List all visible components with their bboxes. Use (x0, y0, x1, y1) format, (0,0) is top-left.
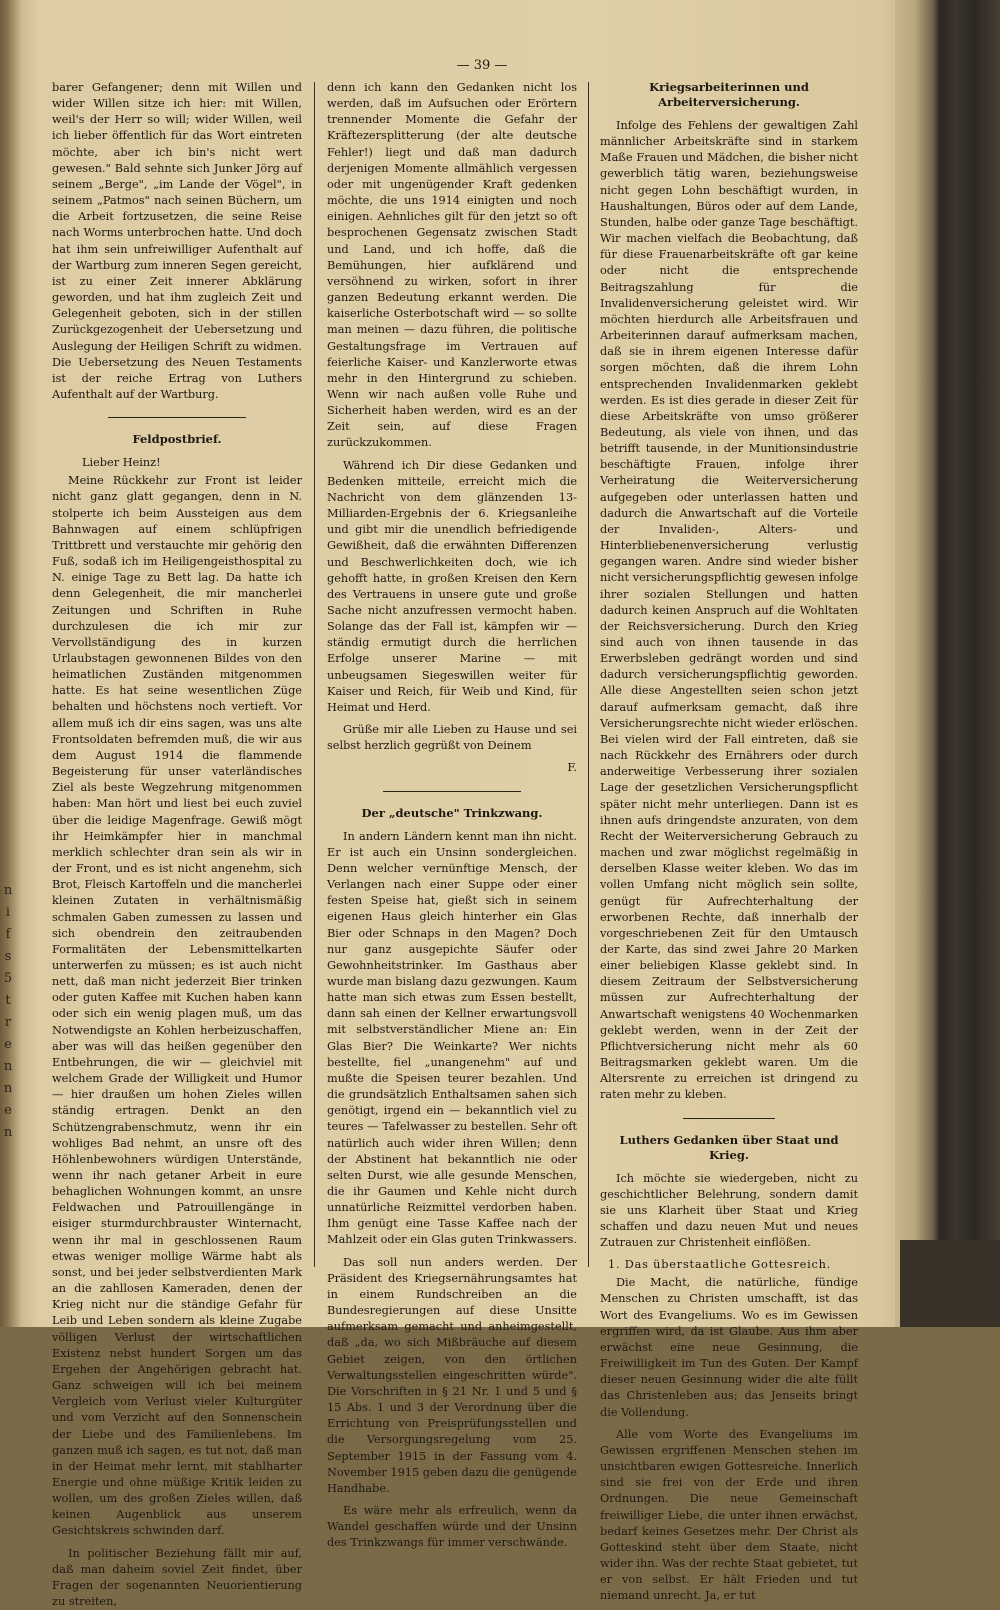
article-text: denn ich kann den Gedanken nicht los werden, daß im Aufsuchen oder Erörtern trennender Momente die Gefahr der Kräftezersplitterung (der alte deutsche Fehler!) liegt und daß man dadurch derjenigen Momente allmählich vergessen oder mit ungenügender Kraft gedenken möchte, die uns 1914 einigten und noch einigen. Aehnliches gilt für den jetzt so oft besprochenen Gegensatz zwischen Stadt und Land, und ich hoffe, daß die Bemühungen, hier aufklärend und versöhnend zu wirken, sofort in ihrer ganzen Bedeutung erkannt werden. Die kaiserliche Osterbotschaft wird — so sollte man meinen — dazu führen, die politische Gestaltungsfrage im Vertrauen auf feierliche Kaiser- und Kanzlerworte etwas mehr in den Hintergrund zu schieben. Wenn wir nach außen volle Ruhe und Sicherheit haben werden, wird es an der Zeit sein, auf diese Fragen zurückzukommen. (327, 81, 577, 450)
gutter-letter: n (3, 1059, 13, 1074)
article-heading-feldpostbrief: Feldpostbrief. (132, 432, 222, 447)
article-heading-trinkzwang: Der „deutsche" Trinkzwang. (361, 805, 543, 820)
article-subheading: 1. Das überstaatliche Gottesreich. (608, 1258, 832, 1272)
gutter-letter: s (4, 949, 12, 964)
article-text: Grüße mir alle Lieben zu Hause und sei selbst herzlich gegrüßt von Deinem (327, 723, 577, 753)
article-text: Während ich Dir diese Gedanken und Bedenken mitteile, erreicht mich die Nachricht von dem glänzenden 13-Milliarden-Ergebnis der 6. Kriegsanleihe und gibt mir die unendlich befriedigende Gewißheit, daß die erwähnten Differenzen und Beschwerlichkeiten doch, wie ich gehofft hatte, in großen Kreisen den Kern des Vertrauens in unsere gute und große Sache nicht anzufressen vermocht haben. Solange das der Fall ist, kämpfen wir — ständig ermutigt durch die herrlichen Erfolge unserer Marine — mit unbeugsamen Siegeswillen weiter für Kaiser und Reich, für Weib und Kind, für Heimat und Herd. (327, 458, 577, 714)
gutter-letter: n (3, 1125, 13, 1140)
article-text: barer Gefangener; denn mit Willen und wider Willen sitze ich hier: mit Willen, weil's der Herr so will; wider Willen, weil ich lieber öffentlich für das Wort eintreten möchte, aber ich bin's nicht wert gewesen." Bald sehnte sich Junker Jörg auf seinem „Berge", „im Lande der Vögel", in seinem „Patmos" nach seinen Büchern, um die Arbeit fortzusetzen, die seine Reise nach Worms unterbrochen hatte. Und doch hat ihm sein unfreiwilliger Aufenthalt auf der Wartburg zum inneren Segen gereicht, ist zu einer Zeit innerer Abklärung geworden, und hat ihm zugleich Zeit und Gelegenheit geboten, sich in der stillen Zurückgezogenheit der Uebersetzung und Auslegung der Heiligen Schrift zu widmen. Die Uebersetzung des Neuen Testaments ist der reiche Ertrag von Luthers Aufenthalt auf der Wartburg. (52, 81, 302, 401)
newspaper-page (42, 50, 895, 1609)
column-rule (314, 82, 315, 1267)
column-2 (327, 80, 577, 1550)
section-divider (683, 1118, 776, 1119)
book-cover-edge (900, 1240, 1000, 1327)
section-divider (108, 417, 246, 418)
gutter-letter: r (4, 1015, 12, 1030)
letter-signature: F. (567, 761, 577, 775)
gutter-letter: e (4, 1103, 12, 1118)
column-1 (52, 80, 302, 1609)
section-divider (383, 791, 521, 792)
gutter-letter: e (4, 1037, 12, 1052)
gutter-letters (0, 880, 16, 1144)
article-text: Die Macht, die natürliche, fündige Menschen zu Christen umschafft, ist das Wort des Evangeliums. Wo es im Gewissen ergriffen wird, da ist Glaube. Aus ihm aber erwächst eine neue Gesinnung, die Freiwilligkeit im Tun des Guten. Der Kampf dieser neuen Gesinnung wider die alte füllt das Christenleben aus; das Jenseits bringt die Vollendung. (600, 1276, 858, 1419)
article-text: Meine Rückkehr zur Front ist leider nicht ganz glatt gegangen, denn in N. stolperte ich beim Aussteigen aus dem Bahnwagen auf einem schlüpfrigen Trittbrett und verstauchte mir gehörig den Fuß, sodaß ich im Heiligengeisthospital zu N. einige Tage zu Bett lag. Da hatte ich denn Gelegenheit, die mir mancherlei Zeitungen und Schriften in Ruhe durchzulesen die ich mir zur Vervollständigung des in kurzen Urlaubstagen gewonnenen Bildes von den heimatlichen Zuständen mitgenommen hatte. Es hat seine wesentlichen Züge behalten und höchstens noch vertieft. Vor allem muß ich dir eins sagen, was uns alte Frontsoldaten befremden muß, die wir aus dem August 1914 die flammende Begeisterung für unser vaterländisches Ziel als beste Wegzehrung mitgenommen haben: Man hört und liest bei euch zuviel über die leidige Magenfrage. Gewiß mögt ihr Heimkämpfer hier in manchmal merklich schlechter dran sein als wir in der Front, und es ist nicht angenehm, sich Brot, Fleisch Kartoffeln und die mancherlei kleinen Zutaten in verhältnismäßig schmalen Gaben zumessen zu lassen und sich obendrein den zeitraubenden Formalitäten der Lebensmittelkarten unterwerfen zu müssen; es ist auch nicht nett, daß man nicht jederzeit Bier trinken oder guten Kaffee mit Kuchen haben kann oder sich ein wenig plagen muß, um das Notwendigste an Kohlen herbeizuschaffen, aber was will das heißen gegenüber den Entbehrungen, die wir — gleichviel mit welchem Grade der Willigkeit und Humor — hier draußen um hohen Zieles willen ständig ertragen. Denkt an den Schützengrabenschmutz, wenn ihr ein wohliges Bad nehmt, an unsre oft des Höhlenbewohners würdigen Unterstände, wenn ihr nach getaner Arbeit in eure behaglichen Wohnungen kommt, an unsre Feldwachen und Patrouillengänge in eisiger sturmdurchbrauster Winternacht, wenn ihr mal in geschlossenen Raum etwas weniger mollige Wärme habt als sonst, und bei jeder selbstverdienten Mark an die zahllosen Kameraden, denen der Krieg nicht nur die ständige Gefahr für Leib und Leben sondern als kleine Zugabe völligen Verlust der wirtschaftlichen Existenz nebst hundert Sorgen um das Ergehen der Angehörigen gebracht hat. Ganz schweigen will ich bei meinem Vergleich vom Verlust vieler Kulturgüter und vom Verzicht auf den Sonnenschein der Liebe und des Familienlebens. Im ganzen muß ich sagen, es tut not, daß man in der Heimat mehr lernt, mit stahlharter Energie und ohne müßige Kritik leiden zu wollen, um des großen Zieles willen, daß keinen Augenblick aus unserem Gesichtskreis schwinden darf. (52, 474, 302, 1538)
gutter-letter: i (5, 905, 11, 920)
article-text: Das soll nun anders werden. Der Präsident des Kriegsernährungsamtes hat in einem Rundschreiben an die Bundesregierungen auf diese Unsitte aufmerksam gemacht und anheimgestellt, daß „da, wo sich Mißbräuche auf diesem Gebiet zeigen, von den örtlichen Verwaltungsstellen eingeschritten würde". Die Vorschriften in § 21 Nr. 1 und 5 und § 15 Abs. 1 und 3 der Verordnung über die Errichtung von Preisprüfungsstellen und die Versorgungsregelung vom 25. September 1915 in der Fassung vom 4. November 1915 geben dazu die genügende Handhabe. (327, 1255, 577, 1495)
article-text: Ich möchte sie wiedergeben, nicht zu geschichtlicher Belehrung, sondern damit sie uns Klarheit über Staat und Krieg schaffen und dazu neuen Mut und neues Zutrauen zur Christenheit einflößen. (600, 1171, 858, 1250)
column-3 (600, 80, 858, 1603)
article-text: In andern Ländern kennt man ihn nicht. Er ist auch ein Unsinn sondergleichen. Denn welcher vernünftige Mensch, der Verlangen nach einer Suppe oder einer festen Speise hat, gießt sich in seinem eigenen Haus gleich hinterher ein Glas Bier oder Schnaps in den Magen? Doch nur ganz ausgepichte Säufer oder Gewohnheitstrinker. Im Gasthaus aber wurde man bislang dazu gezwungen. Kaum hatte man sich etwas zum Essen bestellt, dann sah einen der Kellner erwartungsvoll mit selbstverständlicher Miene an: Ein Glas Bier? Die Weinkarte? Wer nichts bestellte, fiel „unangenehm" auf und mußte die Speisen teurer bezahlen. Und die grundsätzlich Enthaltsamen sahen sich genötigt, irgend ein — bekanntlich viel zu teures — Tafelwasser zu bestellen. Sehr oft natürlich auch wider ihren Willen; denn der Abstinent hat bekanntlich nie oder selten Durst, wie alle gesunde Menschen, die ihr Gaumen und Kehle nicht durch unnatürliche Reizmittel verdorben haben. Ihm genügt eine Tasse Kaffee nach der Mahlzeit oder ein Glas guten Trinkwassers. (327, 829, 577, 1247)
gutter-letter: f (5, 927, 11, 942)
book-spine (895, 0, 1000, 1327)
article-text: In politischer Beziehung fällt mir auf, daß man daheim soviel Zeit findet, über Fragen der sogenannten Neuorientierung zu streiten, (52, 1546, 302, 1609)
article-text: Infolge des Fehlens der gewaltigen Zahl männlicher Arbeitskräfte sind in starkem Maße Frauen und Mädchen, die bisher nicht gewerblich tätig waren, beziehungsweise nicht gegen Lohn beschäftigt wurden, in Haushaltungen, Büros oder auf dem Lande, Stunden, halbe oder ganze Tage beschäftigt. Wir machen vielfach die Beobachtung, daß für diese Frauenarbeitskräfte oft gar keine oder nicht die entsprechende Beitragszahlung für die Invalidenversicherung geleistet wird. Wir möchten hierdurch alle Arbeitsfrauen und Arbeiterinnen darauf aufmerksam machen, daß sie in ihrem eigenen Interesse dafür sorgen möchten, daß die ihrem Lohn entsprechenden Invalidenmarken geklebt werden. Es ist dies gerade in dieser Zeit für diese Arbeitskräfte von umso größerer Bedeutung, als viele von ihnen, und das betrifft tausende, in der Munitionsindustrie beschäftigte Frauen, infolge ihrer Verheiratung die Weiterversicherung aufgegeben oder unterlassen hatten und dadurch die Anwartschaft auf die Vorteile der Invaliden-, Alters- und Hinterbliebenenversicherung verlustig gegangen waren. Andre sind wieder bisher nicht versicherungspflichtig gewesen infolge ihrer sozialen Stellungen und hatten dadurch keinen Anspruch auf die Wohltaten der Reichsversicherung. Durch den Krieg sind auch von ihnen tausende in das Erwerbsleben gedrängt worden und sind dadurch versicherungspflichtig geworden. Alle diese Angestellten seien schon jetzt darauf aufmerksam gemacht, daß ihre Versicherungsrechte nicht wieder erlöschen. Bei vielen wird der Fall eintreten, daß sie nach Rückkehr des Ernährers oder durch anderweitige Verbesserung ihrer sozialen Lage der gesetzlichen Versicherungspflicht später nicht mehr unterliegen. Dann ist es ihnen aufs dringendste anzuraten, von dem Recht der Weiterversicherung Gebrauch zu machen und zwar möglichst regelmäßig in derselben Klasse weiter kleben. Wo das im vollen Umfang nicht möglich sein sollte, genügt für Aufrechterhaltung der erworbenen Rechte, daß innerhalb der vorgeschriebenen Zeit für den Umtausch der Karte, das sind zwei Jahre 20 Marken einer beliebigen Klasse geklebt sind. In diesem Zeitraum der Selbstversicherung müssen zur Aufrechterhaltung der Anwartschaft wenigstens 40 Wochenmarken geklebt werden, wenn in der Zeit der Pflichtversicherung nicht mehr als 60 Beitragsmarken geklebt waren. Um die Altersrente zu erreichen ist dringend zu raten mehr zu kleben. (600, 119, 858, 1102)
column-rule (588, 82, 589, 1267)
letter-salutation: Lieber Heinz! (82, 456, 161, 470)
article-text: Es wäre mehr als erfreulich, wenn da Wandel geschaffen würde und der Unsinn des Trinkzwangs für immer verschwände. (327, 1503, 577, 1550)
article-heading-luther: Luthers Gedanken über Staat und Krieg. (619, 1132, 839, 1162)
gutter-letter: n (3, 1081, 13, 1096)
article-text: Alle vom Worte des Evangeliums im Gewissen ergriffenen Menschen stehen im unsichtbaren ewigen Gottesreiche. Innerlich sind sie frei von der Erde und ihren Ordnungen. Die neue Gemeinschaft freiwilliger Liebe, die unter ihnen erwächst, bedarf keines Gesetzes mehr. Der Christ als Gotteskind steht über dem Staate, nicht wider ihn. Was der rechte Staat gebietet, tut er von selbst. Er hält Frieden und tut niemand unrecht. Ja, er tut (600, 1427, 858, 1603)
gutter-letter: 5 (3, 971, 13, 986)
gutter-letter: n (3, 883, 13, 898)
article-heading-kriegsarbeiterinnen: Kriegsarbeiterinnen und Arbeiterversicherung. (649, 80, 809, 109)
gutter-letter: t (5, 993, 11, 1008)
page-number: — 39 — (456, 58, 508, 73)
